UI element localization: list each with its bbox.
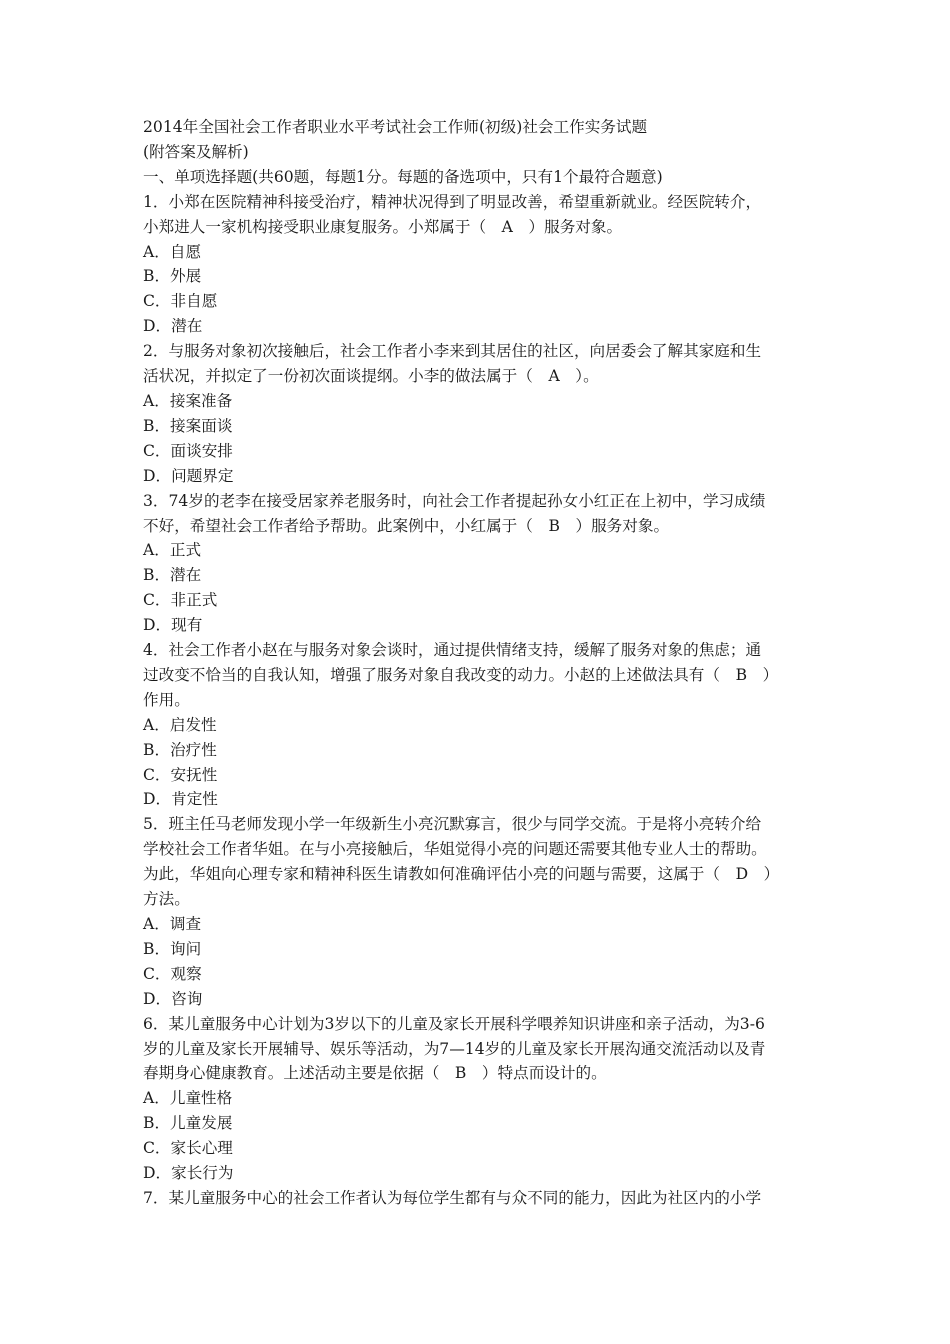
answer-option: D．现有 [143, 616, 203, 635]
answer-option: C．观察 [143, 964, 202, 983]
section-heading: 一、单项选择题(共60题，每题1分。每题的备选项中，只有1个最符合题意) [143, 167, 663, 186]
answer-option: B．儿童发展 [143, 1114, 233, 1133]
answer-option: A．启发性 [143, 715, 217, 734]
question-text: 3．74岁的老李在接受居家养老服务时，向社会工作者提起孙女小红正在上初中，学习成绩 [143, 491, 766, 510]
answer-option: C．家长心理 [143, 1139, 233, 1158]
answer-option: C．面谈安排 [143, 441, 233, 460]
question-text: 过改变不恰当的自我认知，增强了服务对象自我改变的动力。小赵的上述做法具有（ B ） [143, 665, 779, 684]
question-block [143, 1012, 815, 1186]
answer-option: D．家长行为 [143, 1164, 234, 1183]
answer-option: B．询问 [143, 939, 202, 958]
question-block [143, 190, 815, 339]
question-text: 1．小郑在医院精神科接受治疗，精神状况得到了明显改善，希望重新就业。经医院转介， [143, 192, 762, 211]
document-subtitle: (附答案及解析) [143, 142, 249, 161]
answer-option: A．调查 [143, 915, 202, 933]
question-text: 4．社会工作者小赵在与服务对象会谈时，通过提供情绪支持，缓解了服务对象的焦虑；通 [143, 641, 762, 660]
question-text: 学校社会工作者华姐。在与小亮接触后，华姐觉得小亮的问题还需要其他专业人士的帮助。 [143, 840, 767, 859]
answer-option: A．正式 [143, 541, 202, 560]
answer-option: D．潜在 [143, 317, 203, 336]
answer-option: A．自愿 [143, 242, 202, 261]
answer-option: B．接案面谈 [143, 416, 233, 435]
question-block [143, 489, 815, 638]
question-block [143, 638, 815, 812]
question-text: 岁的儿童及家长开展辅导、娱乐等活动，为7—14岁的儿童及家长开展沟通交流活动以及青 [143, 1039, 766, 1058]
answer-option: D．肯定性 [143, 790, 218, 809]
question-block [143, 339, 815, 488]
question-text: 6．某儿童服务中心计划为3岁以下的儿童及家长开展科学喂养知识讲座和亲子活动，为3-6 [143, 1014, 765, 1033]
answer-option: C．非正式 [143, 591, 218, 610]
question-text: 不好，希望社会工作者给予帮助。此案例中，小红属于（ B ）服务对象。 [143, 516, 670, 535]
document-page [143, 115, 815, 1211]
answer-option: B．潜在 [143, 566, 202, 585]
answer-option: C．安抚性 [143, 765, 218, 784]
question-text: 方法。 [143, 890, 190, 909]
question-text: 作用。 [143, 690, 190, 709]
document-title: 2014年全国社会工作者职业水平考试社会工作师(初级)社会工作实务试题 [143, 118, 648, 136]
question-text: 2．与服务对象初次接触后，社会工作者小李来到其居住的社区，向居委会了解其家庭和生 [143, 342, 762, 361]
question-text: 小郑进人一家机构接受职业康复服务。小郑属于（ A ）服务对象。 [143, 217, 623, 236]
answer-option: B．治疗性 [143, 740, 217, 759]
question-block [143, 1186, 815, 1211]
question-text: 春期身心健康教育。上述活动主要是依据（ B ）特点而设计的。 [143, 1064, 607, 1083]
answer-option: A．儿童性格 [143, 1089, 233, 1108]
answer-option: D．问题界定 [143, 466, 234, 485]
question-text: 活状况，并拟定了一份初次面谈提纲。小李的做法属于（ A ）。 [143, 367, 599, 386]
question-text: 7．某儿童服务中心的社会工作者认为每位学生都有与众不同的能力，因此为社区内的小学 [143, 1188, 762, 1207]
answer-option: C．非自愿 [143, 292, 218, 311]
answer-option: D．咨询 [143, 989, 203, 1008]
answer-option: A．接案准备 [143, 391, 233, 410]
question-text: 为此，华姐向心理专家和精神科医生请教如何准确评估小亮的问题与需要，这属于（ D ） [143, 865, 780, 884]
answer-option: B．外展 [143, 267, 202, 286]
question-text: 5．班主任马老师发现小学一年级新生小亮沉默寡言，很少与同学交流。于是将小亮转介给 [143, 815, 762, 834]
question-block [143, 812, 815, 1011]
